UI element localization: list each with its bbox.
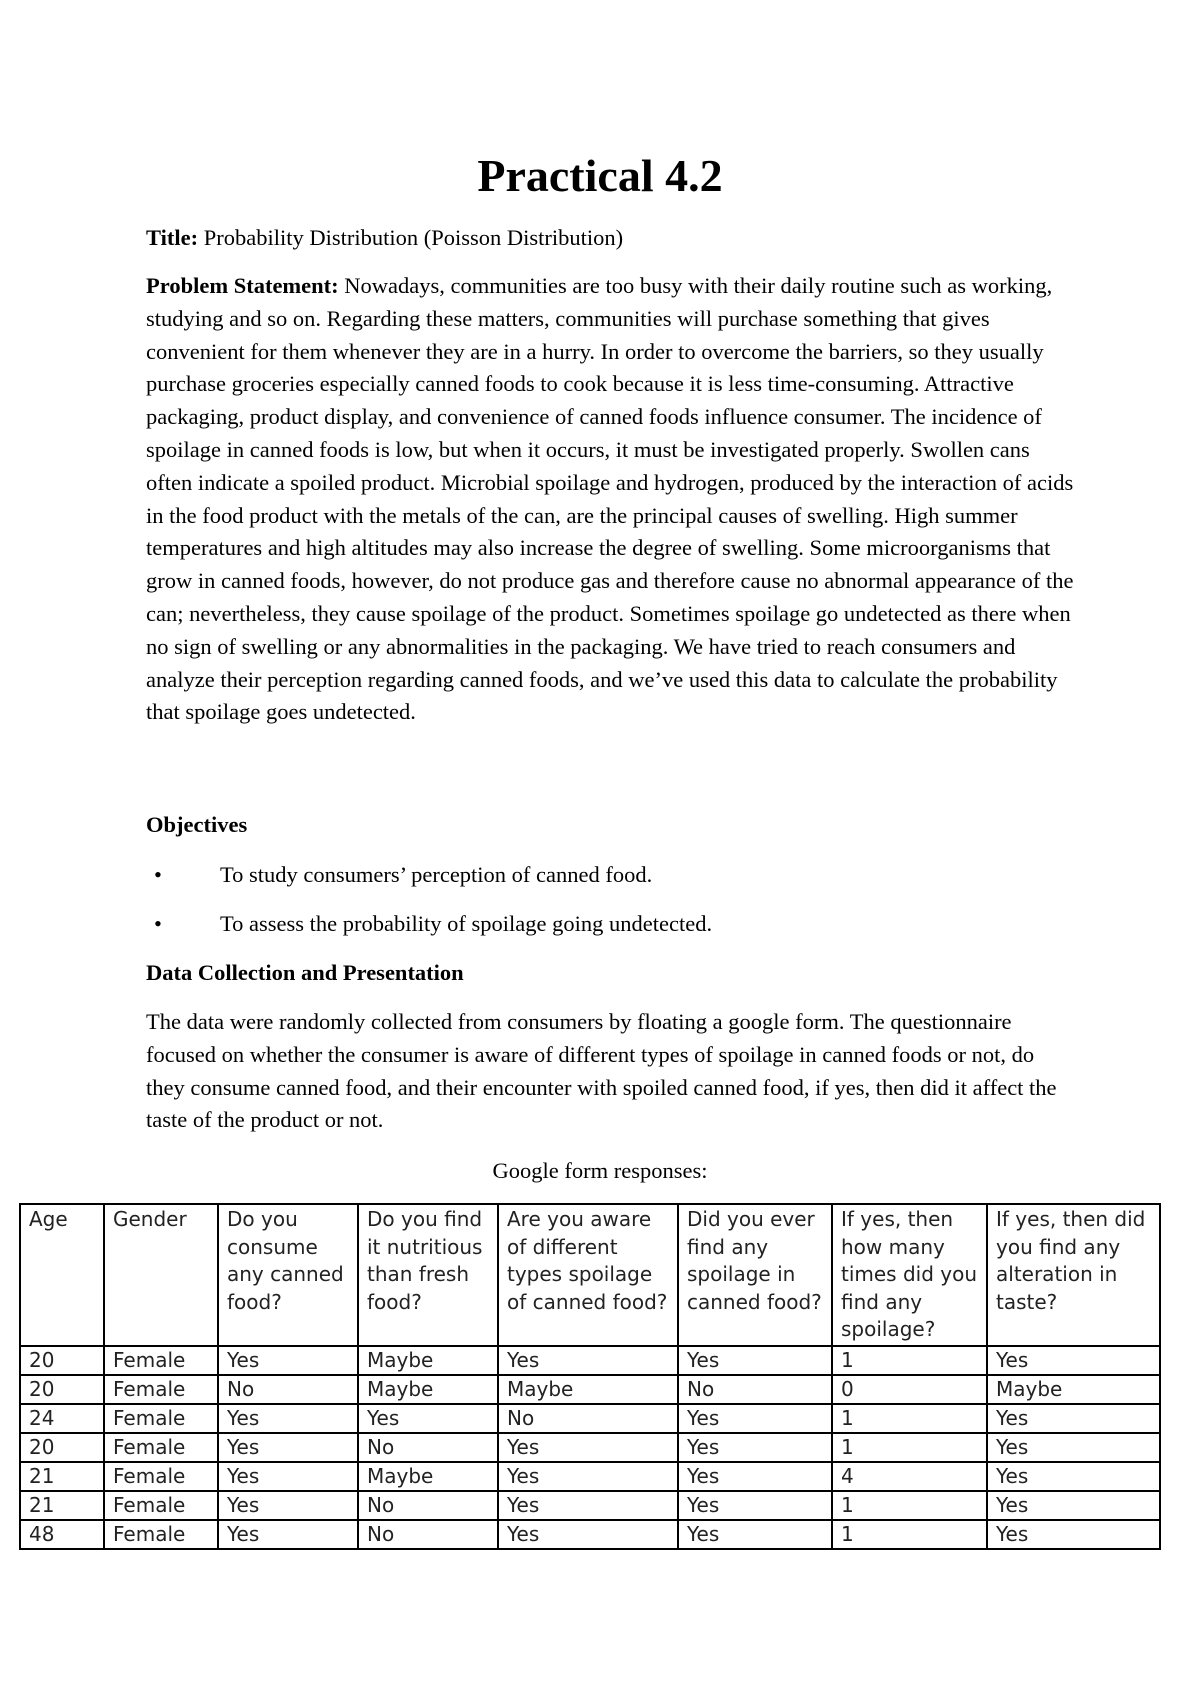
table-cell: Yes [987,1433,1160,1462]
table-cell: Yes [678,1520,832,1549]
table-row [20,1520,1160,1549]
table-cell: 1 [832,1346,987,1375]
table-cell: Yes [218,1433,358,1462]
table-cell: No [358,1491,498,1520]
table-row [20,1375,1160,1404]
table-cell: No [678,1375,832,1404]
table-cell: Yes [498,1491,678,1520]
problem-text: Nowadays, communities are too busy with their daily routine such as working, studying and so on. Regarding these matters, communities will purchase something that gives convenient for them whenever they are in a hurry. In order to overcome the barriers, so they usually purchase groceries especially canned foods to cook because it is less time-consuming. Attractive packaging, product display, and convenience of canned foods influence consumer. The incidence of spoilage in canned foods is low, but when it occurs, it must be investigated properly. Swollen cans often indicate a spoiled product. Microbial spoilage and hydrogen, produced by the interaction of acids in the food product with the metals of the can, are the principal causes of swelling. High summer temperatures and high altitudes may also increase the degree of swelling. Some microorganisms that grow in canned foods, however, do not produce gas and therefore cause no abnormal appearance of the can; nevertheless, they cause spoilage of the product. Sometimes spoilage go undetected as there when no sign of swelling or any abnormalities in the packaging. We have tried to reach consumers and analyze their perception regarding canned foods, and we’ve used this data to calculate the probability that spoilage goes undetected. [146,273,1074,725]
table-cell: 4 [832,1462,987,1491]
objectives-heading: Objectives [146,812,248,837]
table-cell: Female [104,1520,218,1549]
table-cell: 1 [832,1404,987,1433]
table-cell: Maybe [987,1375,1160,1404]
document-subtitle [146,222,1076,255]
table-cell: Yes [678,1491,832,1520]
table-cell: No [498,1404,678,1433]
table-cell: Yes [678,1433,832,1462]
table-cell: Yes [987,1462,1160,1491]
table-cell: 1 [832,1433,987,1462]
table-cell: Maybe [358,1462,498,1491]
table-cell: Yes [678,1462,832,1491]
objective-text: To assess the probability of spoilage going undetected. [220,911,713,936]
table-row [20,1433,1160,1462]
table-header-row [20,1204,1160,1346]
column-header: Did you ever find any spoilage in canned food? [678,1204,832,1346]
table-cell: Yes [218,1520,358,1549]
table-cell: No [358,1520,498,1549]
table-caption: Google form responses: [492,1158,708,1183]
table-cell: 24 [20,1404,104,1433]
responses-table [19,1203,1161,1550]
column-header: Do you consume any canned food? [218,1204,358,1346]
table-cell: Female [104,1433,218,1462]
problem-label: Problem Statement: [146,273,339,298]
table-cell: 48 [20,1520,104,1549]
table-cell: Maybe [498,1375,678,1404]
table-row [20,1346,1160,1375]
table-cell: Yes [218,1462,358,1491]
table-cell: Yes [358,1404,498,1433]
table-cell: 20 [20,1375,104,1404]
table-cell: 21 [20,1491,104,1520]
title-text: Probability Distribution (Poisson Distribution) [203,225,624,250]
table-cell: Yes [678,1404,832,1433]
problem-statement [146,270,1076,729]
table-cell: Female [104,1375,218,1404]
table-cell: Yes [218,1491,358,1520]
column-header: If yes, then how many times did you find any spoilage? [832,1204,987,1346]
table-cell: Yes [987,1520,1160,1549]
column-header: Do you find it nutritious than fresh food? [358,1204,498,1346]
bullet-icon: • [154,911,162,936]
table-cell: No [218,1375,358,1404]
table-cell: Yes [498,1520,678,1549]
column-header: Gender [104,1204,218,1346]
table-cell: Yes [218,1346,358,1375]
table-row [20,1491,1160,1520]
title-label: Title: [146,225,199,250]
table-cell: Female [104,1491,218,1520]
table-cell: 21 [20,1462,104,1491]
table-cell: 20 [20,1433,104,1462]
table-cell: Yes [498,1433,678,1462]
objective-text: To study consumers’ perception of canned food. [220,862,653,887]
bullet-icon: • [154,862,162,887]
table-cell: 1 [832,1491,987,1520]
column-header: Are you aware of different types spoilage of canned food? [498,1204,678,1346]
table-cell: Yes [987,1491,1160,1520]
column-header: Age [20,1204,104,1346]
table-cell: 1 [832,1520,987,1549]
table-cell: Yes [498,1346,678,1375]
column-header: If yes, then did you find any alteration in taste? [987,1204,1160,1346]
table-row [20,1462,1160,1491]
table-cell: Yes [678,1346,832,1375]
table-cell: Female [104,1462,218,1491]
table-row [20,1404,1160,1433]
table-cell: 20 [20,1346,104,1375]
table-cell: Female [104,1404,218,1433]
table-cell: Maybe [358,1346,498,1375]
table-cell: Female [104,1346,218,1375]
page-title: Practical 4.2 [477,150,723,201]
table-cell: Yes [987,1346,1160,1375]
table-cell: Maybe [358,1375,498,1404]
table-cell: Yes [498,1462,678,1491]
data-collection-heading: Data Collection and Presentation [146,960,464,985]
table-cell: 0 [832,1375,987,1404]
data-collection-paragraph: The data were randomly collected from consumers by floating a google form. The questionnaire focused on whether the consumer is aware of different types of spoilage in canned foods or not, do they consume canned food, and their encounter with spoiled canned food, if yes, then did it affect the taste of the product or not. [146,1009,1057,1133]
table-cell: Yes [218,1404,358,1433]
table-cell: No [358,1433,498,1462]
table-cell: Yes [987,1404,1160,1433]
